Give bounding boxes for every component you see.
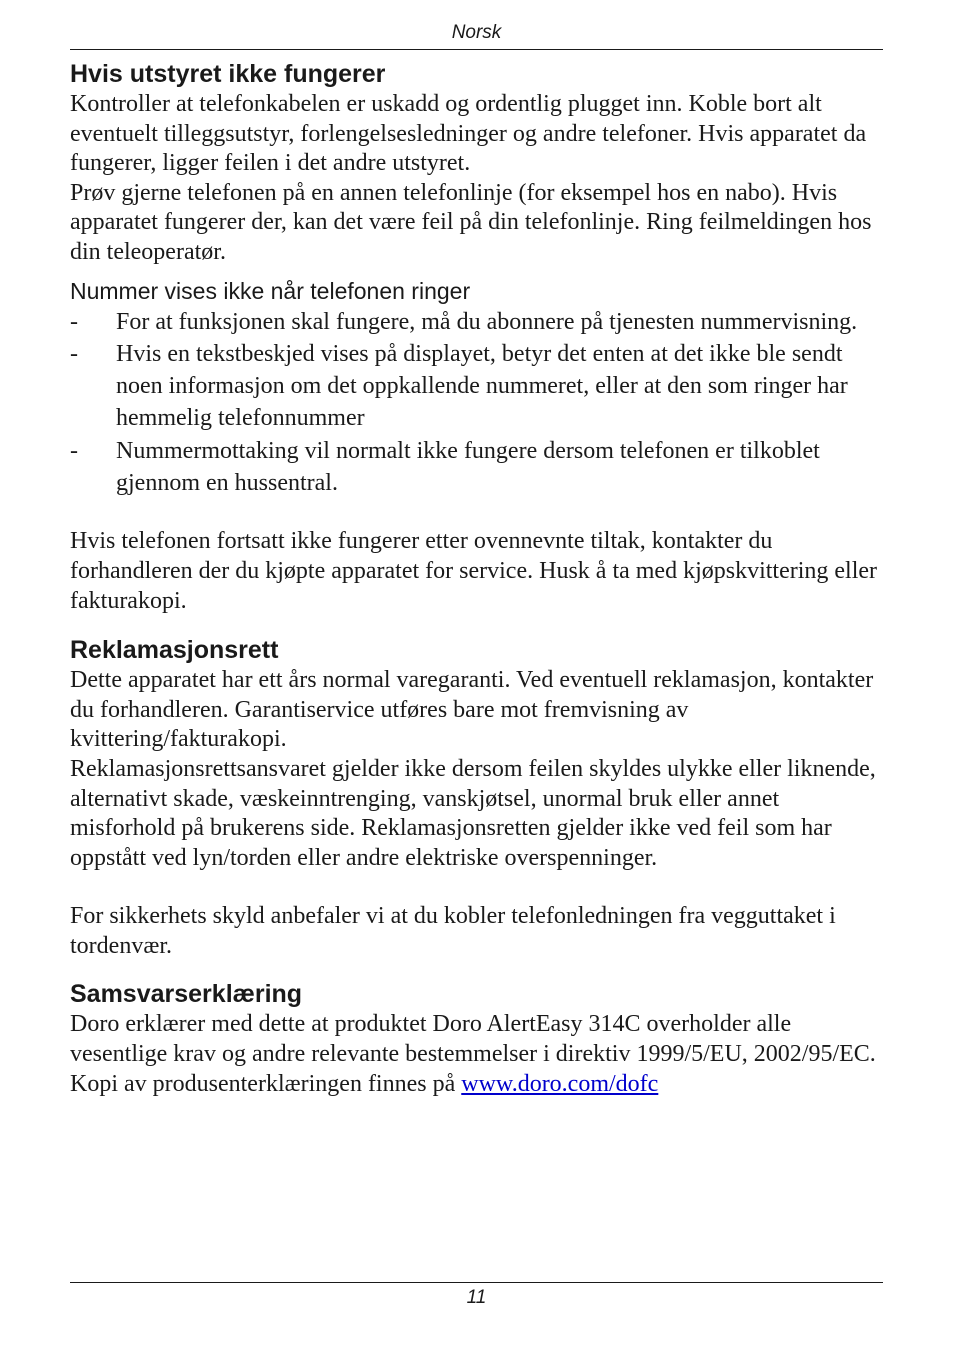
warranty-paragraph-1: Dette apparatet har ett års normal varegaranti. Ved eventuell reklamasjon, kontakter du forhandleren. Garantiservice utføres bare mot fremvisning av kvittering/fakturakopi. [70,667,874,753]
list-item-text: For at funksjonen skal fungere, må du abonnere på tjenesten nummervisning. [116,308,858,335]
conformity-text: Doro erklærer med dette at produktet Doro AlertEasy 314C overholder alle vesentlige krav og andre relevante bestemmelser i direktiv 1999/5/EU, 2002/95/EC. Kopi av produsenterklæringen finnes på [70,1011,876,1097]
dash-bullet: - [70,437,78,464]
section-title-warranty: Reklamasjonsrett [70,636,279,665]
page-number: 11 [466,1287,487,1308]
list-item [70,338,888,435]
page-content [70,58,888,1099]
warranty-paragraph-2: Reklamasjonsrettsansvaret gjelder ikke dersom feilen skyldes ulykke eller liknende, alternativt skade, væskeinntrenging, vanskjøtsel, unormal bruk eller annet misforhold på brukerens side. Reklamasjonsretten gjelder ikke ved feil som har oppstått ved lyn/torden eller andre elektriske overspenninger. [70,755,876,871]
conformity-paragraph [70,1010,888,1099]
list-item [70,435,888,500]
section-title-troubleshoot: Hvis utstyret ikke fungerer [70,60,386,88]
dash-bullet: - [70,308,78,335]
subsection-title-caller-id: Nummer vises ikke når telefonen ringer [70,277,471,304]
footer-divider [70,1282,883,1283]
caller-id-closing-paragraph: Hvis telefonen fortsatt ikke fungerer etter ovennevnte tiltak, kontakter du forhandleren der du kjøpte apparatet for service. Husk å ta med kjøpskvittering eller fakturakopi. [70,528,878,614]
page-header-label: Norsk [451,22,502,43]
caller-id-list [70,306,888,500]
warranty-paragraph-3: For sikkerhets skyld anbefaler vi at du kobler telefonledningen fra vegguttaket i tordenvær. [70,903,836,959]
list-item-text: Nummermottaking vil normalt ikke fungere dersom telefonen er tilkoblet gjennom en hussentral. [116,437,820,497]
dash-bullet: - [70,340,78,367]
list-item-text: Hvis en tekstbeskjed vises på displayet, betyr det enten at det ikke ble sendt noen informasjon om det oppkallende nummeret, eller at den som ringer har hemmelig telefonnummer [116,340,848,432]
troubleshoot-paragraph-2: Prøv gjerne telefonen på en annen telefonlinje (for eksempel hos en nabo). Hvis apparatet fungerer der, kan det være feil på din telefonlinje. Ring feilmeldingen hos din teleoperatør. [70,179,872,265]
troubleshoot-paragraph-1: Kontroller at telefonkabelen er uskadd og ordentlig plugget inn. Koble bort alt eventuelt tilleggsutstyr, forlengelsesledninger og andre telefoner. Hvis apparatet da fungerer, ligger feilen i det andre utstyret. [70,91,867,177]
section-title-conformity: Samsvarserklæring [70,980,303,1009]
list-item [70,306,888,338]
doro-conformity-link[interactable]: www.doro.com/dofc [461,1070,659,1097]
header-divider [70,49,883,50]
